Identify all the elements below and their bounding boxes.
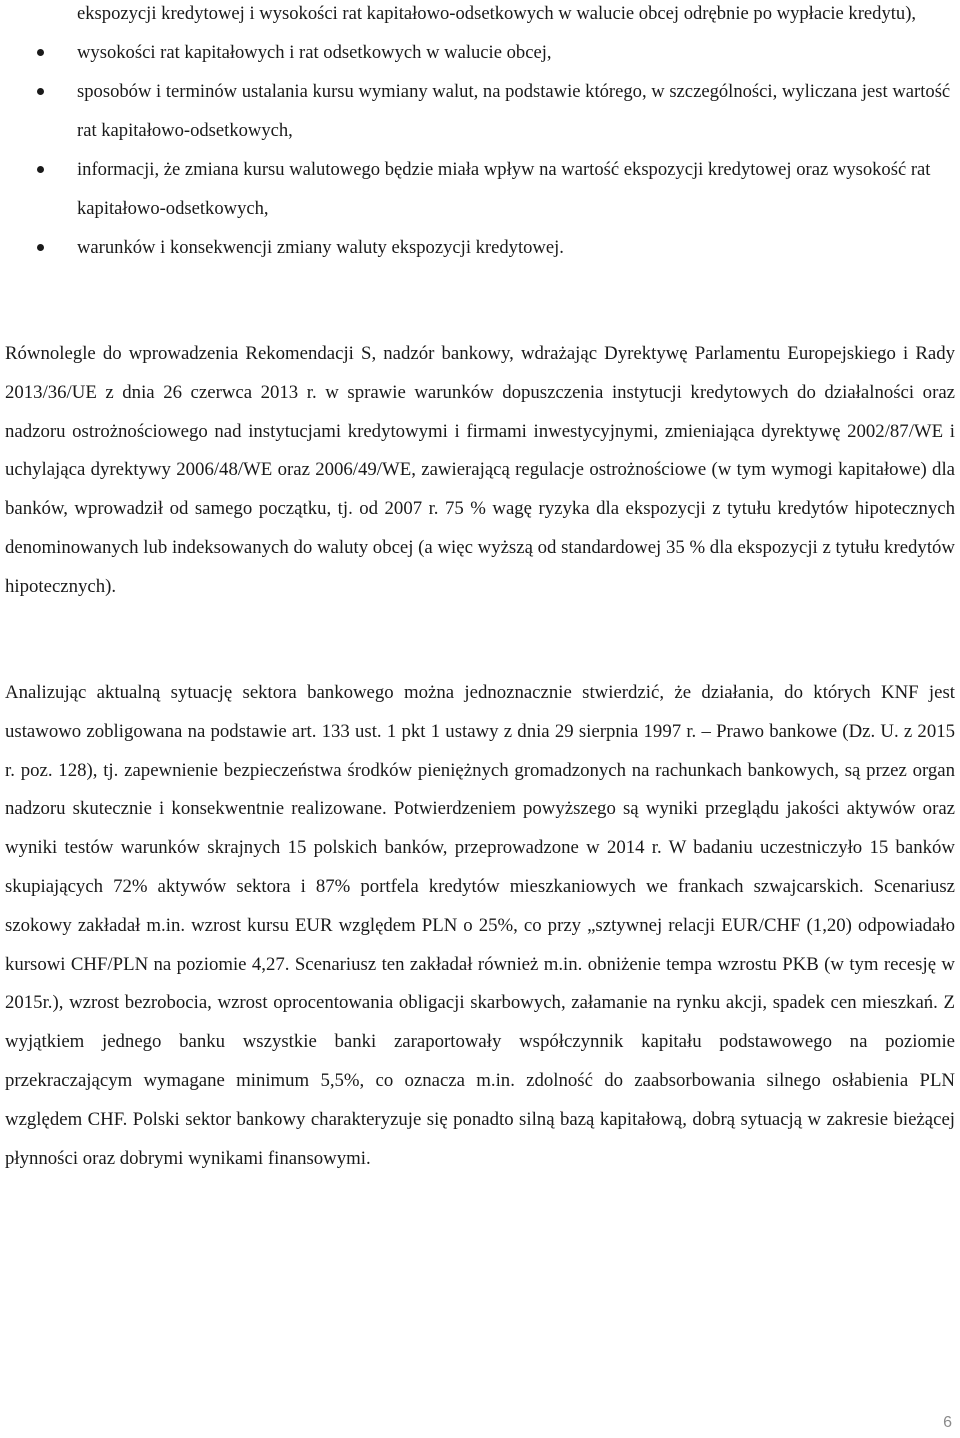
page-number: 6 [943, 1414, 952, 1431]
list-item-text: warunków i konsekwencji zmiany waluty ekspozycji kredytowej. [77, 237, 564, 258]
list-item [0, 150, 960, 228]
list-item [0, 0, 960, 33]
list-item-text: wysokości rat kapitałowych i rat odsetkowych w walucie obcej, [77, 42, 552, 63]
list-item-text: ekspozycji kredytowej i wysokości rat kapitałowo-odsetkowych w walucie obcej odrębnie po wypłacie kredytu), [77, 3, 917, 24]
bullet-icon [37, 88, 44, 95]
bullet-icon [37, 244, 44, 251]
list-item [0, 33, 960, 72]
bullet-icon [37, 166, 44, 173]
list-item-text: sposobów i terminów ustalania kursu wymiany walut, na podstawie którego, w szczególności, wyliczana jest wartość rat kapitałowo-odsetkowych, [77, 81, 951, 141]
bullet-icon [37, 49, 44, 56]
paragraph-sector-analysis: Analizując aktualną sytuację sektora bankowego można jednoznacznie stwierdzić, że działania, do których KNF jest ustawowo zobligowana na podstawie art. 133 ust. 1 pkt 1 ustawy z dnia 29 sierpnia 1997 r. – Prawo bankowe (Dz. U. z 2015 r. poz. 128), tj. zapewnienie bezpieczeństwa środków pieniężnych gromadzonych na rachunkach bankowych, są przez organ nadzoru skutecznie i konsekwentnie realizowane. Potwierdzeniem powyższego są wyniki przeglądu jakości aktywów oraz wyniki testów warunków skrajnych 15 polskich banków, przeprowadzone w 2014 r. W badaniu uczestniczyło 15 banków skupiających 72% aktywów sektora i 87% portfela kredytów mieszkaniowych we frankach szwajcarskich. Scenariusz szokowy zakładał m.in. wzrost kursu EUR względem PLN o 25%, co przy „sztywnej relacji EUR/CHF (1,20) odpowiadało kursowi CHF/PLN na poziomie 4,27. Scenariusz ten zakładał również m.in. obniżenie tempa wzrostu PKB (w tym recesję w 2015r.), wzrost bezrobocia, wzrost oprocentowania obligacji skarbowych, załamanie na rynku akcji, spadek cen mieszkań. Z wyjątkiem jednego banku wszystkie banki zaraportowały współczynnik kapitału podstawowego na poziomie przekraczającym wymagane minimum 5,5%, co oznacza m.in. zdolność do zaabsorbowania silnego osłabienia PLN względem CHF. Polski sektor bankowy charakteryzuje się ponadto silną bazą kapitałową, dobrą sytuacją w zakresie bieżącej płynności oraz dobrymi wynikami finansowymi. [5, 682, 955, 1169]
list-item-text: informacji, że zmiana kursu walutowego będzie miała wpływ na wartość ekspozycji kredytowej oraz wysokość rat kapitałowo-odsetkowych, [77, 159, 931, 219]
list-item [0, 72, 960, 150]
requirements-list [0, 0, 960, 267]
paragraph-directive: Równolegle do wprowadzenia Rekomendacji S, nadzór bankowy, wdrażając Dyrektywę Parlamentu Europejskiego i Rady 2013/36/UE z dnia 26 czerwca 2013 r. w sprawie warunków dopuszczenia instytucji kredytowych do działalności oraz nadzoru ostrożnościowego nad instytucjami kredytowymi i firmami inwestycyjnymi, zmieniająca dyrektywę 2002/87/WE i uchylająca dyrektywy 2006/48/WE oraz 2006/49/WE, zawierającą regulacje ostrożnościowe (w tym wymogi kapitałowe) dla banków, wprowadził od samego początku, tj. od 2007 r. 75 % wagę ryzyka dla ekspozycji z tytułu kredytów hipotecznych denominowanych lub indeksowanych do waluty obcej (a więc wyższą od standardowej 35 % dla ekspozycji z tytułu kredytów hipotecznych). [5, 343, 955, 597]
list-item [0, 228, 960, 267]
